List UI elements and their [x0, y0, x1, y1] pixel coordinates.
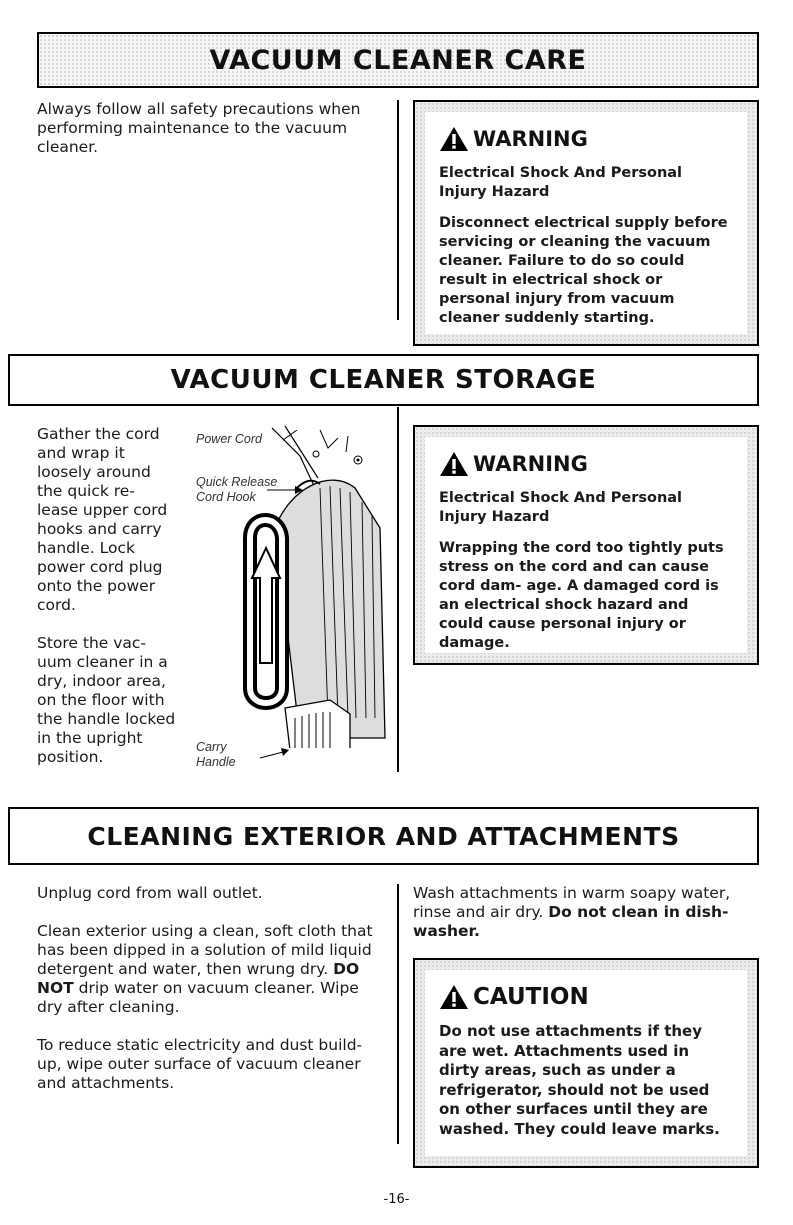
caution-heading	[439, 984, 733, 1010]
care-banner-title: VACUUM CLEANER CARE	[209, 44, 587, 76]
storage-para-1: Gather the cord and wrap it loosely around the quick re- lease upper cord hooks and carry handle. Lock power cord plug onto the power cord.	[37, 425, 168, 614]
cleaning-right	[413, 884, 759, 960]
cleaning-right-p1-bold: Do not clean in dish- washer.	[413, 903, 729, 940]
cleaning-left-p2-a: Clean exterior using a clean, soft cloth that has been dipped in a solution of mild liquid detergent and water, then wrung dry.	[37, 922, 373, 978]
care-intro-text: Always follow all safety precautions when performing maintenance to the vacuum cleaner.	[37, 100, 361, 156]
storage-warning-title: WARNING	[473, 452, 588, 476]
care-banner	[37, 32, 759, 88]
storage-divider	[397, 407, 399, 772]
caution-title: CAUTION	[473, 984, 589, 1010]
storage-warning-inner	[425, 437, 747, 653]
warning-triangle-icon	[439, 126, 469, 152]
storage-warning-box	[413, 425, 759, 665]
care-warning-body: Disconnect electrical supply before servicing or cleaning the vacuum cleaner. Failure to do so could result in electrical shock or personal injury from vacuum cleaner suddenly starting.	[439, 215, 728, 326]
storage-warning-subheading: Electrical Shock And Personal Injury Hazard	[439, 490, 683, 525]
label-carry-1: Carry	[196, 740, 227, 754]
storage-banner	[8, 354, 759, 406]
cleaning-left-p2-b: drip water on vacuum cleaner. Wipe dry after cleaning.	[37, 979, 359, 1016]
care-divider	[397, 100, 399, 320]
storage-warning-body: Wrapping the cord too tightly puts stress on the cord and can cause cord dam- age. A damaged cord is an electrical shock hazard and could cause personal injury or damage.	[439, 540, 724, 651]
cleaning-left	[37, 884, 382, 1112]
storage-warning-heading	[439, 451, 733, 477]
cleaning-divider	[397, 884, 399, 1144]
label-carry-2: Handle	[196, 755, 236, 769]
caution-box	[413, 958, 759, 1168]
storage-text	[37, 425, 177, 786]
page-number: -16-	[383, 1192, 410, 1207]
label-quick-release-1: Quick Release	[196, 475, 278, 489]
care-warning-inner	[425, 112, 747, 334]
care-warning-title: WARNING	[473, 127, 588, 151]
storage-banner-title: VACUUM CLEANER STORAGE	[170, 365, 597, 395]
care-warning-box	[413, 100, 759, 346]
cleaning-right-p1-a: Wash attachments in warm soapy water, rinse and air dry.	[413, 884, 731, 921]
cleaning-left-p2-bold: DO NOT	[37, 960, 360, 997]
care-intro	[37, 100, 382, 176]
care-warning-heading	[439, 126, 733, 152]
cleaning-left-p3: To reduce static electricity and dust build- up, wipe outer surface of vacuum cleaner and attachments.	[37, 1036, 363, 1092]
warning-triangle-icon	[439, 984, 469, 1010]
label-power-cord: Power Cord	[196, 432, 262, 446]
caution-body: Do not use attachments if they are wet. Attachments used in dirty areas, such as under a refrigerator, should not be used on other surfaces until they are washed. They could leave marks.	[439, 1022, 720, 1138]
care-warning-subheading: Electrical Shock And Personal Injury Hazard	[439, 165, 683, 200]
storage-para-2: Store the vac- uum cleaner in a dry, indoor area, on the floor with the handle locked in the upright position.	[37, 634, 176, 766]
warning-triangle-icon	[439, 451, 469, 477]
cleaning-banner-title: CLEANING EXTERIOR AND ATTACHMENTS	[87, 821, 680, 851]
cleaning-left-p2	[37, 922, 382, 1017]
cleaning-banner	[8, 807, 759, 865]
label-quick-release-2: Cord Hook	[196, 490, 256, 504]
cleaning-right-p1	[413, 884, 759, 941]
cleaning-left-p1: Unplug cord from wall outlet.	[37, 884, 263, 902]
caution-inner	[425, 970, 747, 1156]
